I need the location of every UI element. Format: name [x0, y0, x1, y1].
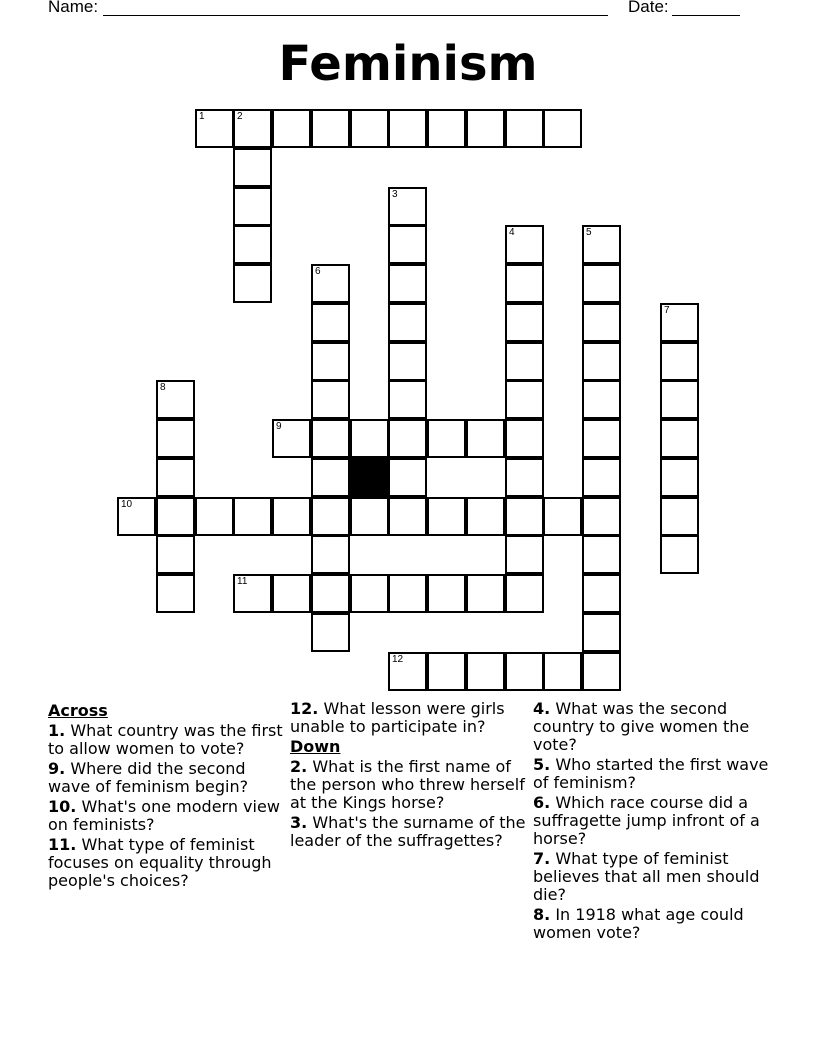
grid-cell[interactable] [233, 264, 272, 303]
clues-column-1 [48, 700, 288, 892]
grid-cell[interactable] [427, 574, 466, 613]
grid-number: 6 [315, 266, 321, 277]
grid-cell[interactable] [505, 497, 544, 536]
grid-cell[interactable] [350, 574, 389, 613]
grid-cell[interactable] [505, 535, 544, 574]
grid-number: 8 [160, 382, 166, 393]
grid-number: 10 [121, 499, 133, 510]
grid-cell[interactable] [582, 652, 621, 691]
grid-cell[interactable] [350, 419, 389, 458]
grid-cell[interactable] [505, 380, 544, 419]
grid-cell[interactable] [660, 342, 699, 381]
grid-cell[interactable] [350, 109, 389, 148]
grid-cell[interactable] [311, 535, 350, 574]
grid-cell[interactable] [311, 497, 350, 536]
name-label: Name: [48, 0, 99, 16]
grid-number: 2 [237, 111, 243, 122]
grid-cell[interactable] [582, 497, 621, 536]
clue-down-5: 5. Who started the first wave of feminism? [533, 755, 769, 792]
grid-cell[interactable] [543, 652, 582, 691]
grid-cell[interactable] [272, 419, 311, 458]
grid-cell[interactable] [388, 109, 427, 148]
grid-cell[interactable] [660, 380, 699, 419]
grid-cell[interactable] [311, 613, 350, 652]
grid-cell[interactable] [582, 458, 621, 497]
grid-cell[interactable] [388, 225, 427, 264]
clue-across-12: 12. What lesson were girls unable to participate in? [290, 699, 505, 736]
grid-cell[interactable] [582, 303, 621, 342]
grid-cell[interactable] [156, 574, 195, 613]
grid-cell[interactable] [660, 497, 699, 536]
grid-cell[interactable] [388, 342, 427, 381]
grid-cell[interactable] [388, 497, 427, 536]
grid-cell[interactable] [505, 303, 544, 342]
clue-across-9: 9. Where did the second wave of feminism begin? [48, 759, 249, 796]
down-heading: Down [290, 737, 341, 756]
grid-cell[interactable] [388, 380, 427, 419]
grid-number: 4 [509, 227, 515, 238]
grid-cell[interactable] [350, 497, 389, 536]
grid-cell[interactable] [233, 574, 272, 613]
grid-cell[interactable] [505, 264, 544, 303]
grid-cell[interactable] [233, 225, 272, 264]
grid-cell[interactable] [660, 303, 699, 342]
grid-cell[interactable] [156, 497, 195, 536]
grid-number: 7 [664, 305, 670, 316]
grid-cell[interactable] [660, 535, 699, 574]
grid-cell[interactable] [311, 109, 350, 148]
grid-cell[interactable] [582, 535, 621, 574]
page-title: Feminism [278, 36, 538, 92]
grid-cell[interactable] [427, 419, 466, 458]
grid-cell[interactable] [388, 574, 427, 613]
grid-cell[interactable] [272, 497, 311, 536]
grid-cell[interactable] [195, 497, 234, 536]
grid-cell[interactable] [582, 264, 621, 303]
grid-cell[interactable] [466, 652, 505, 691]
grid-number: 11 [237, 576, 248, 587]
grid-cell[interactable] [195, 109, 234, 148]
grid-number: 3 [392, 189, 398, 200]
clue-down-8: 8. In 1918 what age could women vote? [533, 905, 744, 942]
clue-across-1: 1. What country was the first to allow women to vote? [48, 721, 283, 758]
grid-cell[interactable] [156, 419, 195, 458]
grid-cell[interactable] [233, 187, 272, 226]
grid-cell[interactable] [272, 574, 311, 613]
grid-cell[interactable] [311, 303, 350, 342]
grid-cell[interactable] [156, 458, 195, 497]
clue-down-6: 6. Which race course did a suffragette jump infront of a horse? [533, 793, 760, 848]
grid-cell[interactable] [233, 148, 272, 187]
grid-cell[interactable] [505, 225, 544, 264]
grid-cell[interactable] [582, 380, 621, 419]
grid-cell[interactable] [388, 264, 427, 303]
clue-down-7: 7. What type of feminist believes that all men should die? [533, 849, 760, 904]
grid-cell[interactable] [505, 458, 544, 497]
clue-down-2: 2. What is the first name of the person who threw herself at the Kings horse? [290, 757, 525, 812]
grid-block [350, 458, 389, 497]
grid-cell[interactable] [311, 419, 350, 458]
grid-cell[interactable] [311, 574, 350, 613]
grid-cell[interactable] [466, 497, 505, 536]
grid-cell[interactable] [582, 225, 621, 264]
grid-cell[interactable] [660, 458, 699, 497]
grid-cell[interactable] [505, 109, 544, 148]
clues-column-3 [533, 700, 773, 944]
grid-cell[interactable] [505, 342, 544, 381]
grid-cell[interactable] [427, 652, 466, 691]
grid-cell[interactable] [505, 419, 544, 458]
grid-cell[interactable] [311, 458, 350, 497]
grid-cell[interactable] [156, 535, 195, 574]
grid-cell[interactable] [427, 109, 466, 148]
grid-cell[interactable] [582, 613, 621, 652]
grid-cell[interactable] [388, 458, 427, 497]
grid-cell[interactable] [466, 574, 505, 613]
grid-number: 1 [199, 111, 205, 122]
clues-column-2 [290, 700, 530, 852]
clue-across-11: 11. What type of feminist focuses on equality through people's choices? [48, 835, 272, 890]
clue-down-4: 4. What was the second country to give women the vote? [533, 699, 750, 754]
grid-number: 5 [586, 227, 592, 238]
grid-cell[interactable] [388, 303, 427, 342]
grid-number: 9 [276, 421, 282, 432]
grid-cell[interactable] [388, 652, 427, 691]
across-heading: Across [48, 701, 108, 720]
grid-cell[interactable] [117, 497, 156, 536]
grid-cell[interactable] [311, 264, 350, 303]
grid-cell[interactable] [388, 187, 427, 226]
grid-cell[interactable] [543, 497, 582, 536]
grid-number: 12 [392, 654, 404, 665]
clue-down-3: 3. What's the surname of the leader of the suffragettes? [290, 813, 526, 850]
grid-cell[interactable] [311, 342, 350, 381]
date-label: Date: [628, 0, 669, 16]
grid-cell[interactable] [427, 497, 466, 536]
grid-cell[interactable] [582, 419, 621, 458]
grid-cell[interactable] [505, 652, 544, 691]
grid-cell[interactable] [156, 380, 195, 419]
clue-across-10: 10. What's one modern view on feminists? [48, 797, 280, 834]
grid-cell[interactable] [272, 109, 311, 148]
grid-cell[interactable] [466, 419, 505, 458]
grid-cell[interactable] [582, 342, 621, 381]
grid-cell[interactable] [466, 109, 505, 148]
grid-cell[interactable] [233, 109, 272, 148]
grid-cell[interactable] [233, 497, 272, 536]
grid-cell[interactable] [505, 574, 544, 613]
grid-cell[interactable] [311, 380, 350, 419]
grid-cell[interactable] [388, 419, 427, 458]
grid-cell[interactable] [582, 574, 621, 613]
grid-cell[interactable] [543, 109, 582, 148]
grid-cell[interactable] [660, 419, 699, 458]
